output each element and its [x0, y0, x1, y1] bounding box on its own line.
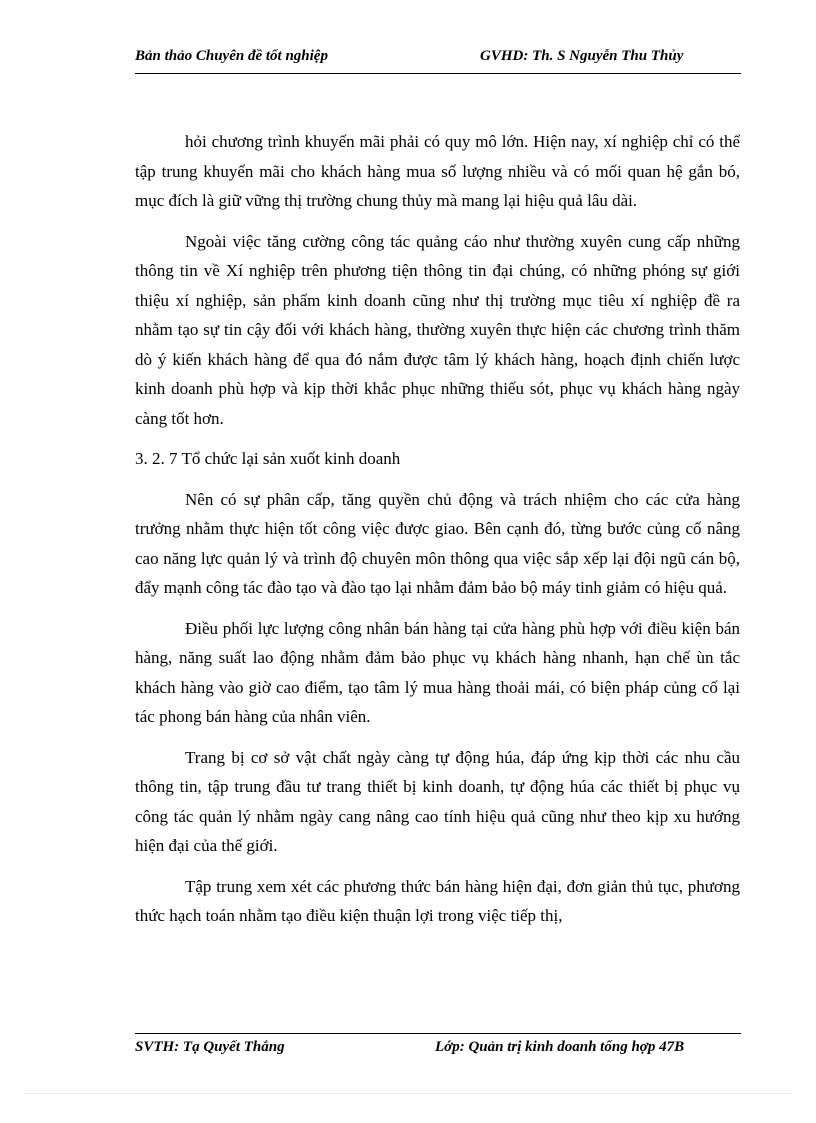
footer-class: Lớp: Quản trị kinh doanh tổng hợp 47B: [435, 1039, 685, 1055]
header-rule: [135, 73, 741, 74]
footer-rule: [135, 1033, 741, 1034]
paragraph: Ngoài việc tăng cường công tác quảng cáo như thường xuyên cung cấp những thông tin về Xí nghiệp trên phương tiện thông tin đại chúng, có những phóng sự giới thiệu xí nghiệp, sản phẩm kinh doanh cũng như thị trường mục tiêu xí nghiệp đề ra nhằm tạo sự tin cậy đối với khách hàng, thường xuyên thực hiện các chương trình thăm dò ý kiến khách hàng để qua đó nắm được tâm lý khách hàng, hoạch định chiến lược kinh doanh phù hợp và kịp thời khắc phục những thiếu sót, phục vụ khách hàng ngày càng tốt hơn.: [135, 231, 740, 428]
paragraph: hỏi chương trình khuyến mãi phải có quy mô lớn. Hiện nay, xí nghiệp chỉ có thể tập trung khuyến mãi cho khách hàng mua số lượng nhiều và có mối quan hệ gắn bó, mục đích là giữ vững thị trường chung thủy mà mang lại hiệu quả lâu dài.: [135, 132, 740, 210]
paragraph: Điều phối lực lượng công nhân bán hàng tại cửa hàng phù hợp với điều kiện bán hàng, năng suất lao động nhằm đảm bảo phục vụ khách hàng nhanh, hạn chế ùn tắc khách hàng vào giờ cao điểm, tạo tâm lý mua hàng thoải mái, có biện pháp củng cố lại tác phong bán hàng của nhân viên.: [135, 618, 740, 726]
header-document-title: Bản thảo Chuyên đề tốt nghiệp: [135, 48, 328, 64]
page-header: [135, 48, 741, 70]
header-advisor: GVHD: Th. S Nguyễn Thu Thủy: [480, 48, 684, 64]
page-footer: [135, 1039, 741, 1061]
footer-student: SVTH: Tạ Quyết Thắng: [135, 1039, 285, 1055]
paragraph: Nên có sự phân cấp, tăng quyền chủ động và trách nhiệm cho các cửa hàng trưởng nhằm thực hiện tốt công việc được giao. Bên cạnh đó, từng bước củng cố nâng cao năng lực quản lý và trình độ chuyên môn thông qua việc sắp xếp lại đội ngũ cán bộ, đẩy mạnh công tác đào tạo và đào tạo lại nhằm đảm bảo bộ máy tinh giảm có hiệu quả.: [135, 489, 740, 597]
paragraph: Tập trung xem xét các phương thức bán hàng hiện đại, đơn giản thủ tục, phương thức hạch toán nhằm tạo điều kiện thuận lợi trong việc tiếp thị,: [135, 876, 740, 925]
section-heading: 3. 2. 7 Tổ chức lại sản xuốt kinh doanh: [135, 449, 401, 468]
page-body: [135, 127, 740, 942]
page-edge-divider: [25, 1093, 791, 1094]
paragraph: Trang bị cơ sở vật chất ngày càng tự động húa, đáp ứng kịp thời các nhu cầu thông tin, tập trung đầu tư trang thiết bị kinh doanh, tự động húa các thiết bị phục vụ công tác quản lý nhằm ngày cang nâng cao tính hiệu quả cũng như theo kịp xu hướng hiện đại của thế giới.: [135, 747, 740, 855]
